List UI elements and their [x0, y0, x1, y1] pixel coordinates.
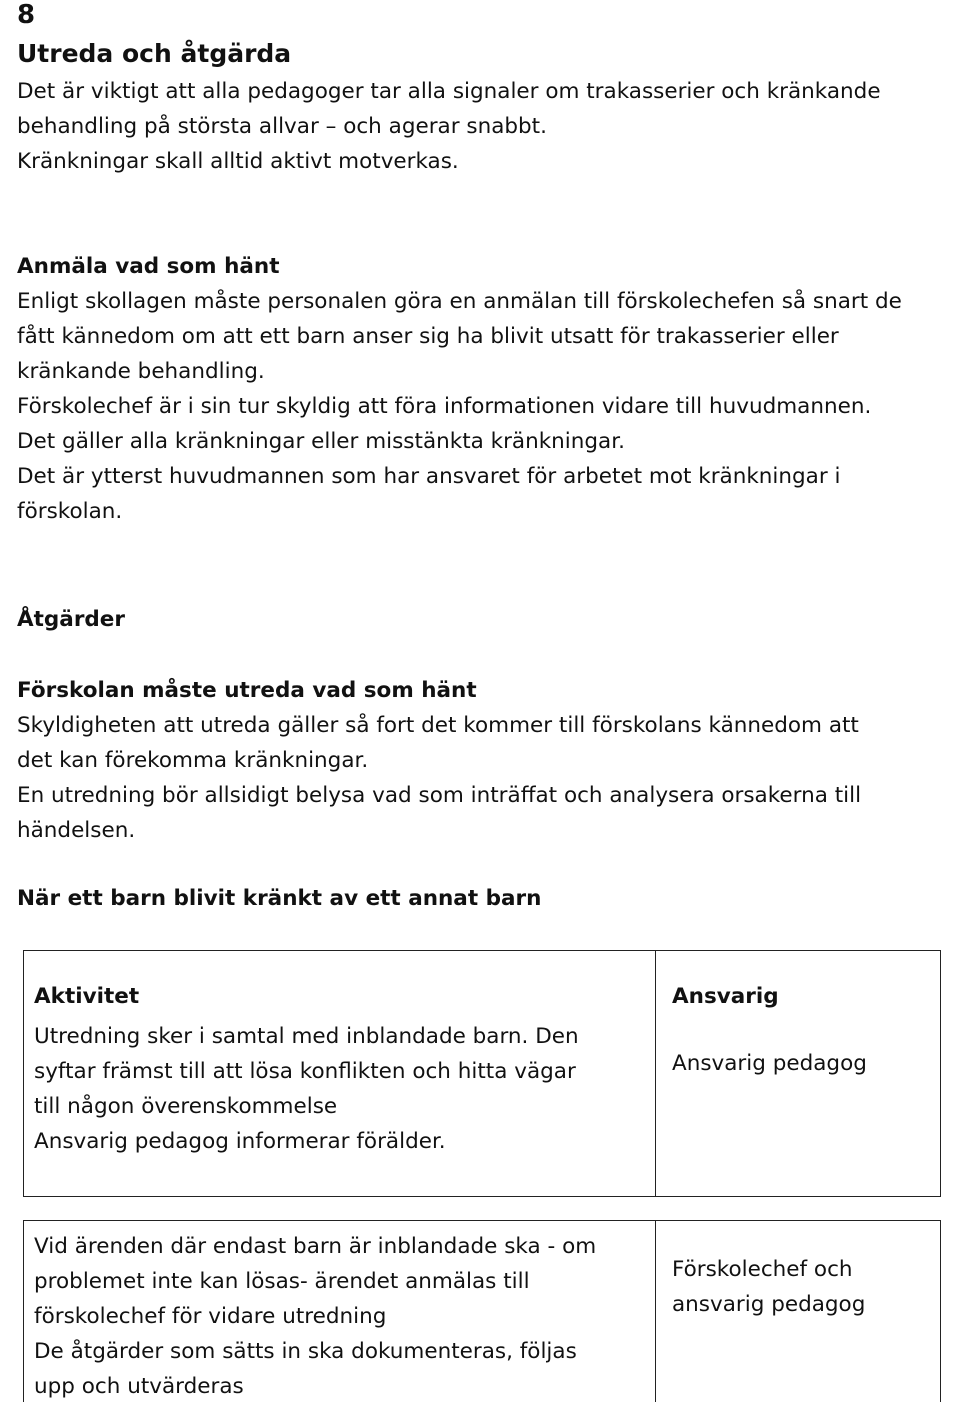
intro-line: behandling på största allvar – och agerar snabbt. [17, 114, 547, 139]
investigate-paragraph [17, 708, 957, 848]
activity-column [24, 1221, 656, 1402]
investigate-line: Skyldigheten att utreda gäller så fort det kommer till förskolans kännedom att [17, 713, 859, 738]
investigate-line: En utredning bör allsidigt belysa vad som inträffat och analysera orsakerna till [17, 783, 862, 808]
report-heading: Anmäla vad som hänt [17, 254, 280, 279]
page-number: 8 [17, 0, 36, 30]
measures-heading: Åtgärder [17, 607, 125, 632]
responsible-header: Ansvarig [672, 984, 779, 1009]
activity-line: De åtgärder som sätts in ska dokumenteras, följas [34, 1339, 577, 1364]
intro-line: Det är viktigt att alla pedagoger tar alla signaler om trakasserier och kränkande [17, 79, 881, 104]
investigate-line: det kan förekomma kränkningar. [17, 748, 369, 773]
activity-line: Utredning sker i samtal med inblandade barn. Den [34, 1024, 579, 1049]
report-line: Det gäller alla kränkningar eller misstänkta kränkningar. [17, 429, 625, 454]
activity-line: syftar främst till att lösa konflikten och hitta vägar [34, 1059, 576, 1084]
activity-line: till någon överenskommelse [34, 1094, 338, 1119]
activity-line: Vid ärenden där endast barn är inblandade ska - om [34, 1234, 597, 1259]
report-line: Förskolechef är i sin tur skyldig att föra informationen vidare till huvudmannen. [17, 394, 872, 419]
responsible-line: ansvarig pedagog [672, 1292, 866, 1317]
table-row-responsible [672, 1252, 865, 1322]
table-row-responsible [672, 1046, 867, 1081]
report-line: fått kännedom om att ett barn anser sig ha blivit utsatt för trakasserier eller [17, 324, 839, 349]
responsible-line: Ansvarig pedagog [672, 1051, 867, 1076]
measures-table-bottom [23, 1220, 941, 1402]
investigate-heading: Förskolan måste utreda vad som hänt [17, 678, 477, 703]
child-section-heading: När ett barn blivit kränkt av ett annat barn [17, 886, 542, 911]
activity-line: Ansvarig pedagog informerar förälder. [34, 1129, 446, 1154]
report-line: förskolan. [17, 499, 123, 524]
intro-line: Kränkningar skall alltid aktivt motverkas. [17, 149, 459, 174]
table-row-activity [34, 1229, 596, 1404]
activity-column [24, 951, 656, 1196]
activity-line: upp och utvärderas [34, 1374, 244, 1399]
table-row-activity [34, 1019, 579, 1159]
activity-line: problemet inte kan lösas- ärendet anmälas till [34, 1269, 530, 1294]
report-line: Det är ytterst huvudmannen som har ansvaret för arbetet mot kränkningar i [17, 464, 841, 489]
report-paragraph [17, 284, 957, 529]
responsible-column [656, 951, 940, 1196]
responsible-column [656, 1221, 940, 1402]
activity-header: Aktivitet [34, 984, 140, 1009]
report-line: kränkande behandling. [17, 359, 265, 384]
intro-paragraph [17, 74, 957, 179]
measures-table-top [23, 950, 941, 1197]
page-title: Utreda och åtgärda [17, 39, 292, 68]
responsible-line: Förskolechef och [672, 1257, 853, 1282]
activity-line: förskolechef för vidare utredning [34, 1304, 387, 1329]
investigate-line: händelsen. [17, 818, 136, 843]
report-line: Enligt skollagen måste personalen göra en anmälan till förskolechefen så snart de [17, 289, 902, 314]
